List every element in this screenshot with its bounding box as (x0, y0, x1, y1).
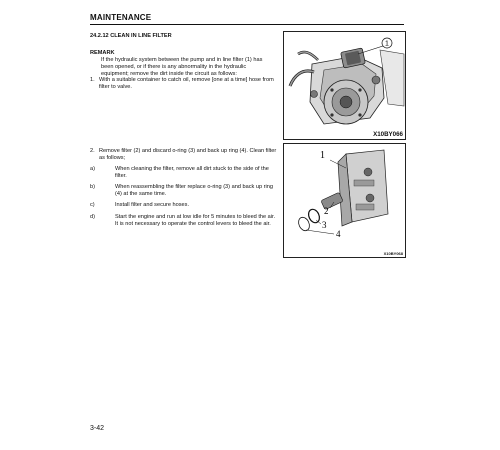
remark-label: REMARK (90, 50, 115, 56)
section-title: 24.2.12 CLEAN IN LINE FILTER (90, 33, 172, 39)
page-header-title: MAINTENANCE (90, 13, 152, 22)
remark-text: If the hydraulic system between the pump and in line filter (1) has been opened, or if there is any abnormality in the hydraulic equipment; remove the dirt inside the circuit as follows: (101, 57, 263, 78)
substep-letter: b) (90, 184, 95, 190)
substep-letter: c) (90, 202, 95, 208)
callout-number: 2 (324, 206, 329, 216)
callout-number: 1 (385, 40, 389, 48)
substep-text: Install filter and secure hoses. (115, 202, 189, 208)
callout-number: 1 (320, 150, 325, 161)
substep-text: Start the engine and run at low idle for 5 minutes to bleed the air. It is not necessary to operate the control levers to bleed the air. (115, 214, 276, 228)
figure-inline-filter-location (283, 31, 406, 140)
substep-letter: a) (90, 166, 95, 172)
step-text: Remove filter (2) and discard o-ring (3) and back up ring (4). Clean filter as follows; (99, 148, 277, 162)
callout-number: 4 (336, 229, 341, 239)
page-number: 3-42 (90, 425, 105, 432)
figure-filter-exploded (283, 143, 406, 258)
callout-number: 3 (322, 220, 327, 230)
substep-text: When cleaning the filter, remove all dirt stuck to the side of the filter. (115, 166, 269, 180)
header-rule (90, 24, 404, 25)
figure-code: X10BY068 (383, 251, 403, 256)
substep-letter: d) (90, 214, 95, 220)
pump-illustration (284, 32, 405, 139)
step-number: 1. (90, 77, 95, 83)
figure-code: X10BY066 (373, 131, 403, 138)
filter-exploded-illustration (284, 144, 405, 257)
step-number: 2. (90, 148, 95, 154)
substep-text: When reassembling the filter replace o-ring (3) and back up ring (4) at the same time. (115, 184, 273, 198)
step-text: With a suitable container to catch oil, remove [one at a time] hose from filter to valve. (99, 77, 274, 91)
